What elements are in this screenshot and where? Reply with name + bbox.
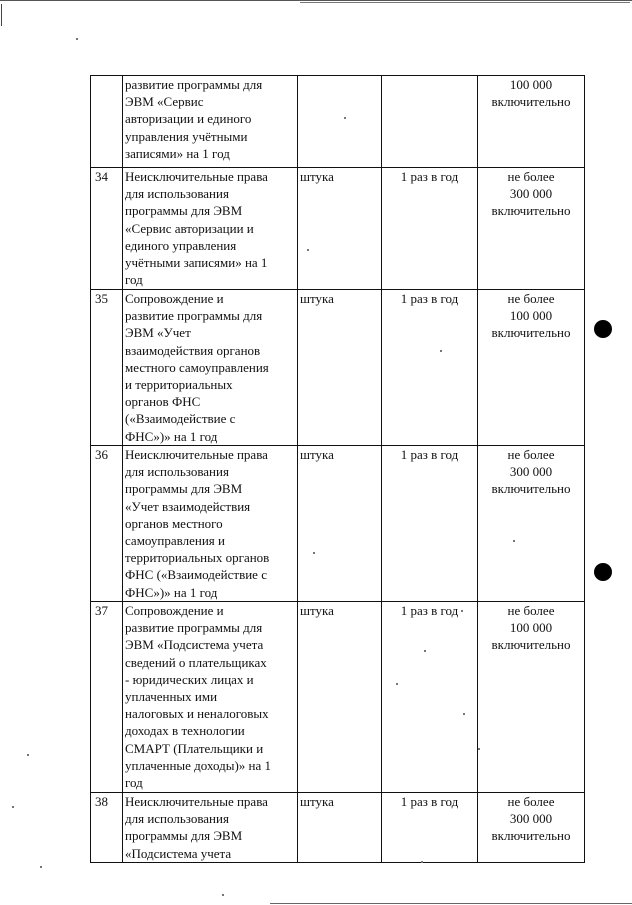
item-name-line: единого управления — [125, 237, 237, 253]
scan-speck — [478, 748, 480, 750]
item-name-line: сведений о плательщиках — [125, 654, 267, 670]
item-name-line: программы для ЭВМ — [125, 203, 243, 219]
item-name-line: самоуправления и — [125, 533, 225, 549]
item-name-line: («Взаимодействие с — [125, 411, 236, 427]
item-name-line: налоговых и неналоговых — [125, 706, 269, 722]
table-row — [91, 446, 585, 602]
price-limit-line: не более — [507, 291, 555, 306]
row-number: 34 — [91, 168, 123, 290]
price-limit-line: включительно — [491, 481, 571, 497]
price-limit-line: 100 000 — [509, 77, 553, 92]
scan-speck — [461, 610, 463, 612]
scan-speck — [307, 249, 309, 251]
price-limit-line: не более — [507, 447, 555, 462]
scan-speck — [27, 754, 29, 756]
row-number: 36 — [91, 446, 123, 602]
punch-hole — [594, 320, 612, 338]
price-limit-line: включительно — [491, 637, 571, 653]
item-name-line: территориальных органов — [125, 550, 270, 566]
row-number — [91, 76, 123, 168]
price-limit-line: 300 000 — [509, 464, 553, 480]
item-name-cell — [123, 602, 298, 793]
item-name-line: Неисключительные права — [125, 447, 268, 462]
item-name-line: авторизации и единого — [125, 111, 252, 127]
item-name-line: местного самоуправления — [125, 359, 269, 375]
scan-speck — [396, 683, 398, 685]
unit-cell: штука — [298, 602, 382, 793]
scan-speck — [463, 713, 465, 715]
item-name-line: Сопровождение и — [125, 603, 224, 618]
unit-cell: штука — [298, 168, 382, 290]
item-name-line: ЭВМ «Сервис — [125, 94, 204, 110]
item-name-line: уплаченных ими — [125, 689, 218, 705]
item-name-line: уплаченные доходы)» на 1 — [125, 757, 271, 773]
scan-speck — [222, 894, 224, 896]
item-name-line: «Учет взаимодействия — [125, 498, 251, 514]
item-name-line: ФНС («Взаимодейcтвие с — [125, 567, 267, 583]
item-name-line: для использования — [125, 464, 229, 480]
item-name-line: для использования — [125, 186, 229, 202]
scan-speck — [40, 866, 42, 868]
price-limit-line: включительно — [491, 828, 571, 844]
item-name-line: год — [125, 775, 143, 791]
item-name-line: программы для ЭВМ — [125, 828, 243, 844]
item-name-line: органов местного — [125, 515, 223, 531]
price-limit-line: 100 000 — [509, 308, 553, 324]
item-name-cell — [123, 793, 298, 863]
scan-mark-left — [1, 4, 2, 26]
item-name-line: «Сервис авторизации и — [125, 220, 254, 236]
price-limit-cell — [478, 290, 585, 446]
specification-table — [90, 75, 585, 863]
frequency-cell: 1 раз в год — [382, 168, 478, 290]
table-row — [91, 290, 585, 446]
table-body — [91, 76, 585, 863]
price-limit-line: 100 000 — [509, 620, 553, 636]
row-number: 38 — [91, 793, 123, 863]
price-limit-cell — [478, 76, 585, 168]
scan-speck — [12, 806, 14, 808]
item-name-line: ЭВМ «Подсистема учета — [125, 637, 264, 653]
price-limit-line: не более — [507, 794, 555, 809]
price-limit-line: 300 000 — [509, 186, 553, 202]
item-name-cell — [123, 446, 298, 602]
frequency-cell: 1 раз в год — [382, 602, 478, 793]
item-name-line: развитие программы для — [125, 308, 263, 324]
item-name-line: доходах в технологии — [125, 723, 245, 739]
scan-speck — [424, 650, 426, 652]
scan-edge-top — [0, 0, 632, 1]
item-name-line: Неисключительные права — [125, 169, 268, 184]
scan-speck — [76, 38, 78, 40]
item-name-line: ФНС»)» на 1 год — [125, 584, 218, 600]
item-name-line: ЭВМ «Учет — [125, 325, 191, 341]
price-limit-line: включительно — [491, 203, 571, 219]
item-name-line: год — [125, 272, 143, 288]
frequency-cell: 1 раз в год — [382, 446, 478, 602]
price-limit-cell — [478, 793, 585, 863]
price-limit-line: не более — [507, 603, 555, 618]
item-name-line: Сопровождение и — [125, 291, 224, 306]
frequency-cell: 1 раз в год — [382, 290, 478, 446]
item-name-line: развитие программы для — [125, 620, 263, 636]
item-name-line: взаимодействия органов — [125, 342, 261, 358]
unit-cell: штука — [298, 446, 382, 602]
item-name-line: СМАРТ (Плательщики и — [125, 740, 264, 756]
item-name-line: учётными записями» на 1 — [125, 255, 268, 271]
scan-speck — [421, 861, 423, 863]
price-limit-line: включительно — [491, 325, 571, 341]
item-name-line: записями» на 1 год — [125, 145, 230, 161]
item-name-cell — [123, 76, 298, 168]
table-row — [91, 793, 585, 863]
frequency-cell: 1 раз в год — [382, 793, 478, 863]
scan-speck — [344, 117, 346, 119]
item-name-line: ФНС»)» на 1 год — [125, 428, 218, 444]
item-name-line: для использования — [125, 811, 229, 827]
unit-cell — [298, 76, 382, 168]
price-limit-cell — [478, 446, 585, 602]
table-row — [91, 76, 585, 168]
price-limit-line: 300 000 — [509, 811, 553, 827]
price-limit-line: включительно — [491, 94, 571, 110]
scan-speck — [513, 540, 515, 542]
unit-cell: штука — [298, 290, 382, 446]
item-name-line: органов ФНС — [125, 394, 201, 410]
scan-speck — [313, 552, 315, 554]
scan-edge-bottom — [270, 903, 632, 904]
item-name-cell — [123, 290, 298, 446]
item-name-line: и территориальных — [125, 377, 233, 393]
table-row — [91, 602, 585, 793]
item-name-line: - юридических лицах и — [125, 671, 254, 687]
row-number: 37 — [91, 602, 123, 793]
row-number: 35 — [91, 290, 123, 446]
frequency-cell — [382, 76, 478, 168]
item-name-line: развитие программы для — [125, 77, 263, 92]
item-name-line: Неисключительные права — [125, 794, 268, 809]
item-name-line: «Подсистема учета — [125, 845, 232, 861]
price-limit-cell — [478, 602, 585, 793]
scan-speck — [440, 350, 442, 352]
table-row — [91, 168, 585, 290]
price-limit-cell — [478, 168, 585, 290]
item-name-line: программы для ЭВМ — [125, 481, 243, 497]
unit-cell: штука — [298, 793, 382, 863]
item-name-line: управления учётными — [125, 128, 248, 144]
item-name-cell — [123, 168, 298, 290]
punch-hole — [594, 563, 612, 581]
scan-edge-top-right — [300, 2, 630, 3]
price-limit-line: не более — [507, 169, 555, 184]
